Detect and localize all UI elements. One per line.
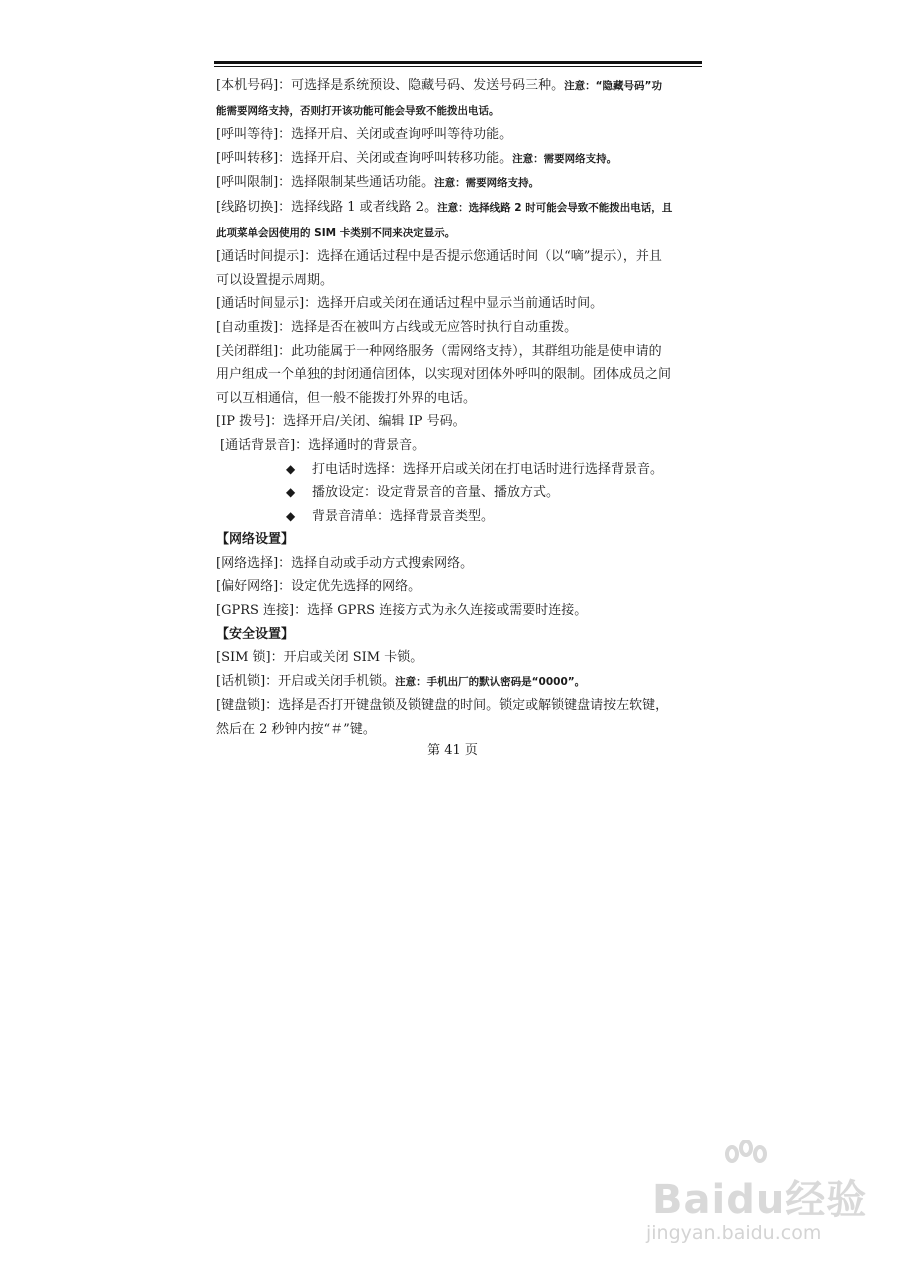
watermark-url: jingyan.baidu.com — [646, 1222, 822, 1244]
line-13: 用户组成一个单独的封闭通信团体，以实现对团体外呼叫的限制。团体成员之间 — [216, 367, 672, 383]
header-rule-thick — [214, 61, 702, 64]
line-12: [关闭群组]：此功能属于一种网络服务（需网络支持），其群组功能是使申请的 — [216, 343, 662, 359]
line-1: [本机号码]：可选择是系统预设、隐藏号码、发送号码三种。注意：“隐藏号码”功 — [216, 78, 662, 93]
line-15: [IP 拨号]：选择开启/关闭、编辑 IP 号码。 — [216, 414, 466, 430]
line-6: [线路切换]：选择线路 1 或者线路 2。注意：选择线路 2 时可能会导致不能拨出电话，且 — [216, 199, 673, 215]
network-line: [GPRS 连接]：选择 GPRS 连接方式为永久连接或需要时连接。 — [216, 603, 588, 619]
line-4: [呼叫转移]：选择开启、关闭或查询呼叫转移功能。注意：需要网络支持。 — [216, 150, 618, 166]
line-3: [呼叫等待]：选择开启、关闭或查询呼叫等待功能。 — [216, 127, 513, 143]
watermark-logo: Baidu经验 — [652, 1177, 868, 1223]
line-8: [通话时间提示]：选择在通话过程中是否提示您通话时间（以“嘀”提示），并且 — [216, 249, 662, 265]
line-11: [自动重拨]：选择是否在被叫方占线或无应答时执行自动重拨。 — [216, 319, 578, 335]
baidu-watermark — [640, 1140, 890, 1260]
line-5: [呼叫限制]：选择限制某些通话功能。注意：需要网络支持。 — [216, 175, 540, 191]
line-2: 能需要网络支持，否则打开该功能可能会导致不能拨出电话。 — [216, 104, 500, 117]
header-rule-thin — [214, 66, 702, 67]
line-9: 可以设置提示周期。 — [216, 272, 334, 288]
bullet-item: ◆ 背景音清单：选择背景音类型。 — [216, 505, 700, 529]
bullet-item: ◆ 播放设定：设定背景音的音量、播放方式。 — [216, 481, 700, 505]
diamond-bullet-icon: ◆ — [286, 508, 296, 523]
security-line: 然后在 2 秒钟内按“＃”键。 — [216, 722, 376, 738]
security-line: [话机锁]：开启或关闭手机锁。注意：手机出厂的默认密码是“0000”。 — [216, 673, 586, 689]
network-line: [偏好网络]：设定优先选择的网络。 — [216, 579, 422, 595]
section-heading-network: 【网络设置】 — [216, 532, 295, 548]
line-10: [通话时间显示]：选择开启或关闭在通话过程中显示当前通话时间。 — [216, 296, 604, 312]
security-line: [键盘锁]：选择是否打开键盘锁及锁键盘的时间。锁定或解锁键盘请按左软键， — [216, 698, 669, 714]
line-7: 此项菜单会因使用的 SIM 卡类别不同来决定显示。 — [216, 226, 456, 239]
line-14: 可以互相通信，但一般不能拨打外界的电话。 — [216, 390, 477, 406]
diamond-bullet-icon: ◆ — [286, 485, 296, 500]
page-number: 第 41 页 — [427, 743, 478, 758]
network-line: [网络选择]：选择自动或手动方式搜索网络。 — [216, 555, 474, 571]
bg-sound-line: [通话背景音]：选择通时的背景音。 — [220, 437, 426, 453]
security-line: [SIM 锁]：开启或关闭 SIM 卡锁。 — [216, 650, 424, 666]
section-heading-security: 【安全设置】 — [216, 626, 295, 642]
page-content — [216, 74, 700, 742]
diamond-bullet-icon: ◆ — [286, 461, 296, 476]
bullet-item: ◆ 打电话时选择：选择开启或关闭在打电话时进行选择背景音。 — [216, 458, 700, 482]
